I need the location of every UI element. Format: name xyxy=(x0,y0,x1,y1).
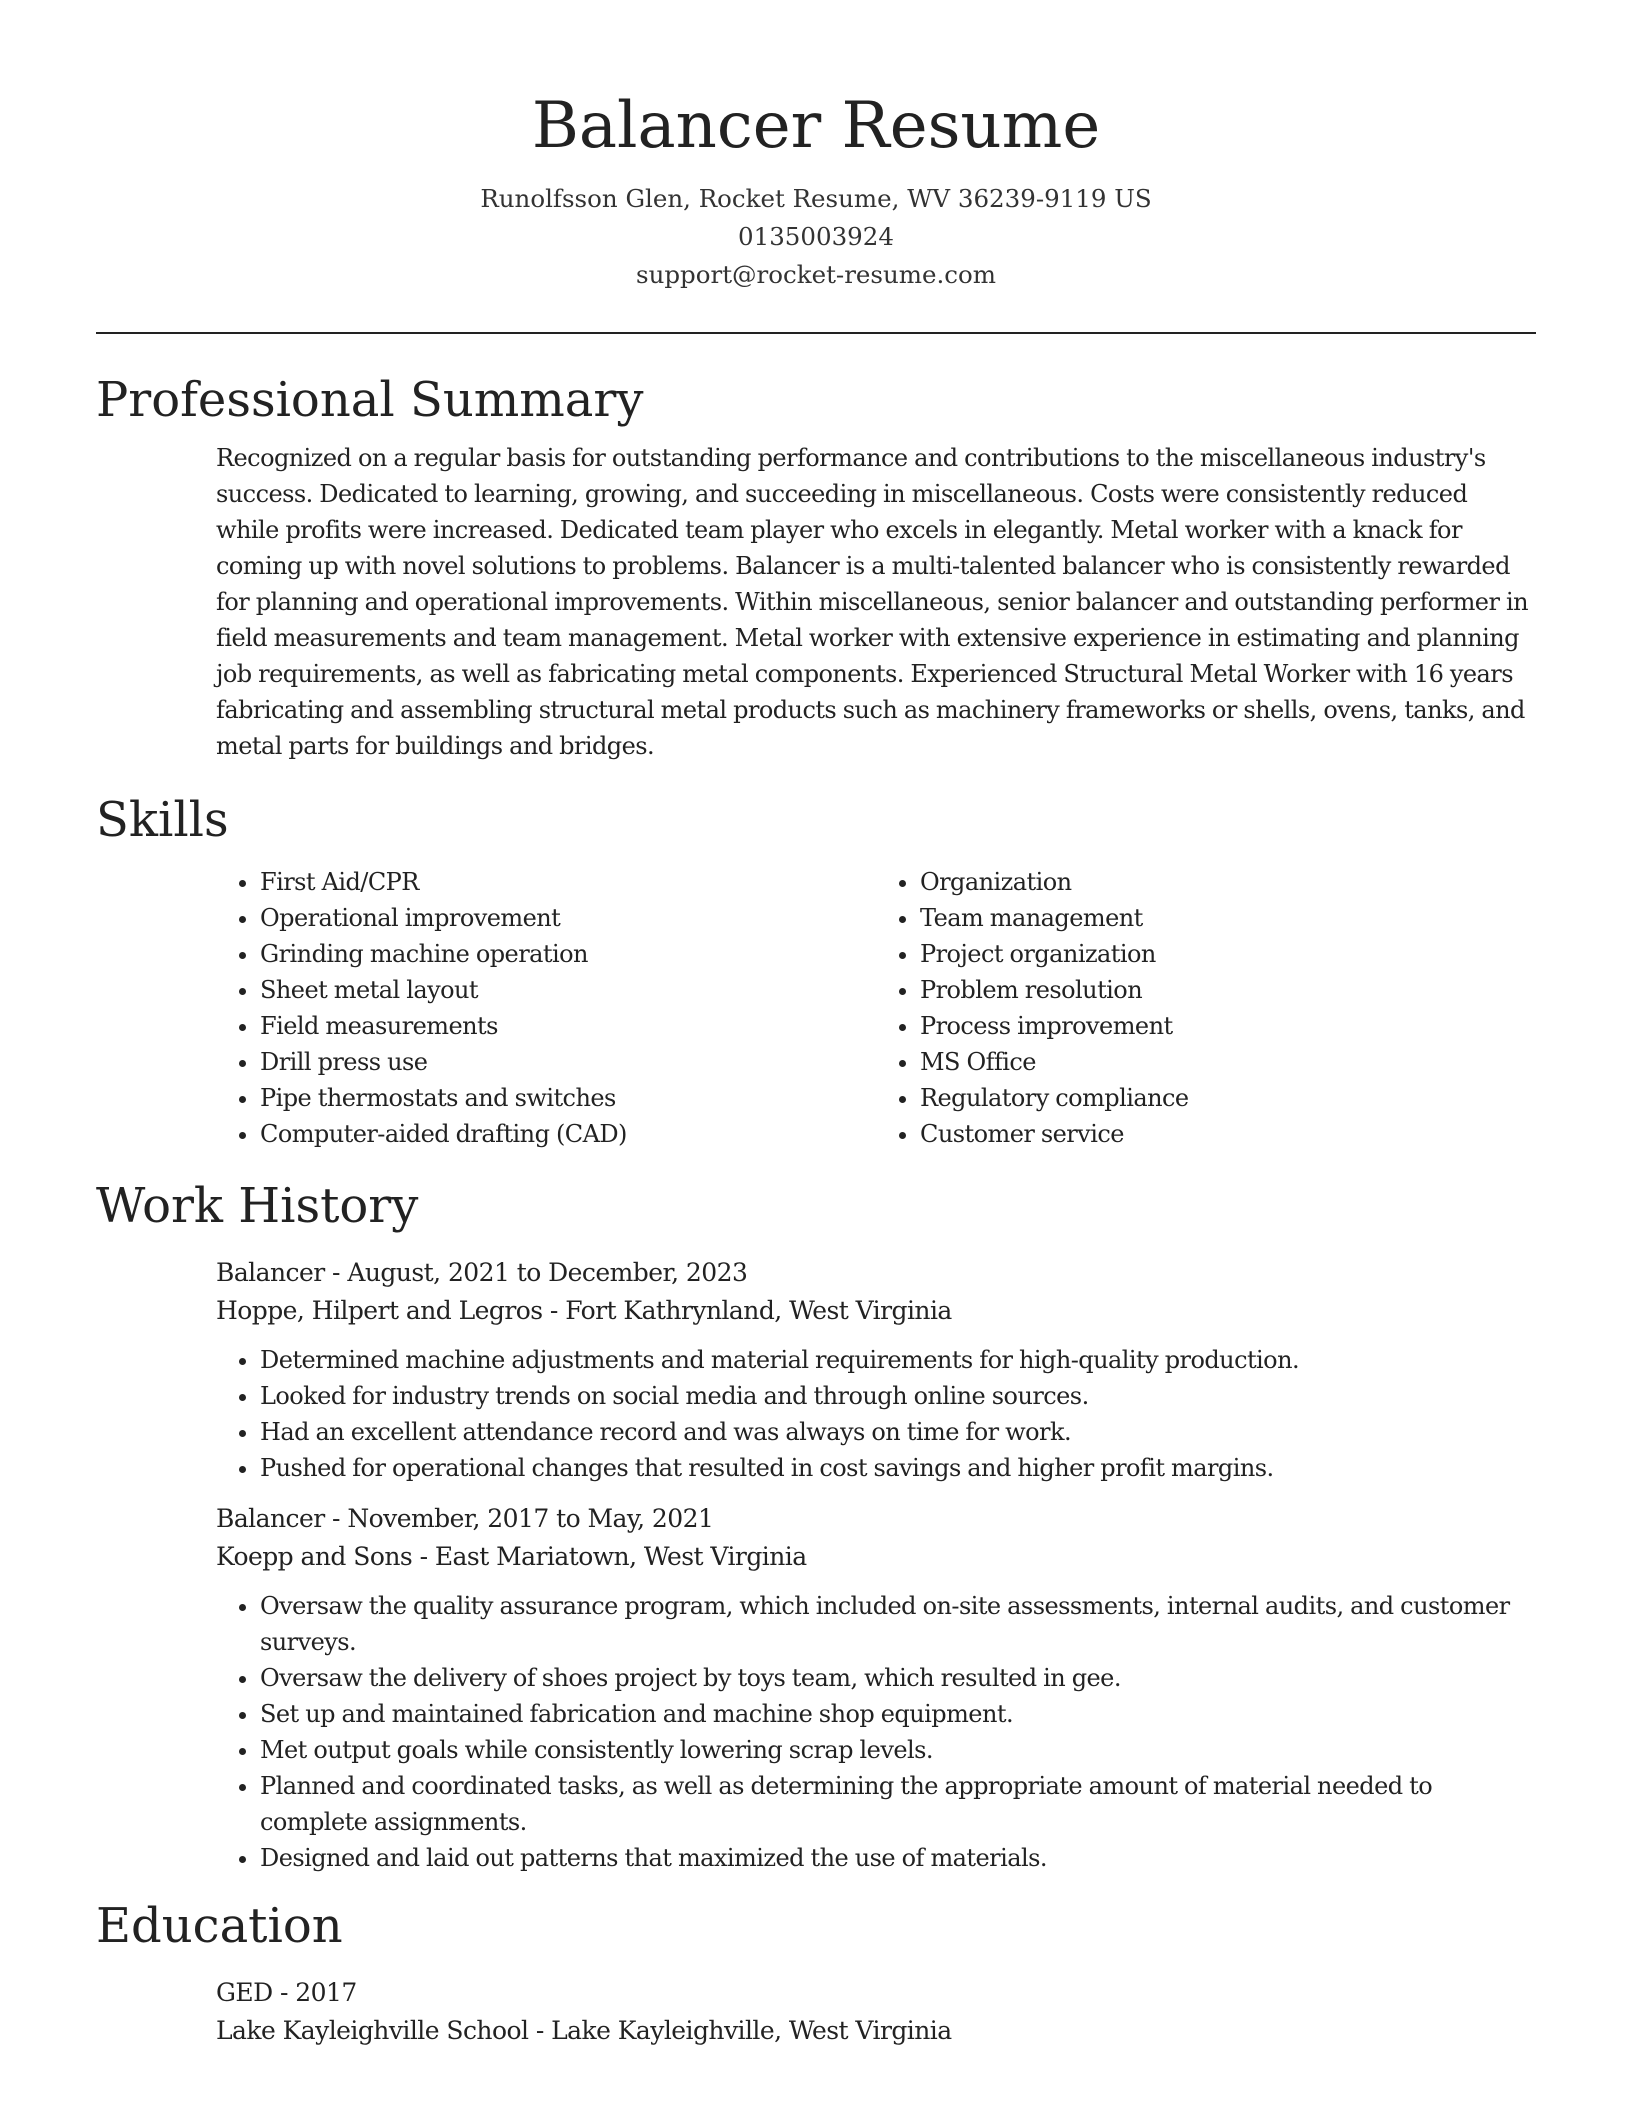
job-duty: • Planned and coordinated tasks, as well as determining the appropriate amount of material needed to complete assignments. xyxy=(260,1768,1536,1840)
summary-text: Recognized on a regular basis for outstanding performance and contributions to the miscellaneous industry's success. Dedicated to learning, growing, and succeeding in miscellaneous. Costs were consistently reduced while profits were increased. Dedicated team player who excels in elegantly. Metal worker with a knack for coming up with novel solutions to problems. Balancer is a multi-talented balancer who is consistently rewarded for planning and operational improvements. Within miscellaneous, senior balancer and outstanding performer in field measurements and team management. Metal worker with extensive experience in estimating and planning job requirements, as well as fabricating metal components. Experienced Structural Metal Worker with 16 years fabricating and assembling structural metal products such as machinery frameworks or shells, ovens, tanks, and metal parts for buildings and bridges. xyxy=(216,444,1528,760)
section-title-skills: Skills xyxy=(96,792,229,848)
skill-item: • Computer-aided drafting (CAD) xyxy=(260,1116,876,1152)
skill-item: • Sheet metal layout xyxy=(260,972,876,1008)
job-title-dates: Balancer - August, 2021 to December, 2023 xyxy=(216,1258,748,1287)
section-title-work-history: Work History xyxy=(96,1178,419,1234)
skill-item: • Operational improvement xyxy=(260,900,876,936)
address: Runolfsson Glen, Rocket Resume, WV 36239-9119 US xyxy=(480,184,1152,213)
job-duty: • Designed and laid out patterns that maximized the use of materials. xyxy=(260,1840,1536,1876)
skill-item: • First Aid/CPR xyxy=(260,864,876,900)
header-divider xyxy=(96,332,1536,334)
education-degree-year: GED - 2017 xyxy=(216,1978,357,2007)
job-entry xyxy=(216,1254,1536,1486)
job-duty: • Pushed for operational changes that resulted in cost savings and higher profit margins. xyxy=(260,1450,1536,1486)
job-company-location: Koepp and Sons - East Mariatown, West Virginia xyxy=(216,1542,807,1571)
job-duties-list xyxy=(216,1342,1536,1486)
skill-item: • Field measurements xyxy=(260,1008,876,1044)
skill-item: • Project organization xyxy=(920,936,1536,972)
email-address[interactable]: support@rocket-resume.com xyxy=(636,260,996,289)
skill-item: • Problem resolution xyxy=(920,972,1536,1008)
job-duty: • Looked for industry trends on social media and through online sources. xyxy=(260,1378,1536,1414)
job-title-dates: Balancer - November, 2017 to May, 2021 xyxy=(216,1504,714,1533)
job-duty: • Set up and maintained fabrication and machine shop equipment. xyxy=(260,1696,1536,1732)
job-duty: • Had an excellent attendance record and was always on time for work. xyxy=(260,1414,1536,1450)
job-company-location: Hoppe, Hilpert and Legros - Fort Kathrynland, West Virginia xyxy=(216,1296,952,1325)
skills-section xyxy=(216,864,1536,1152)
work-history-section xyxy=(216,1254,1536,1876)
phone-number: 0135003924 xyxy=(738,222,894,251)
skill-item: • Team management xyxy=(920,900,1536,936)
job-duty: • Determined machine adjustments and material requirements for high-quality production. xyxy=(260,1342,1536,1378)
skill-item: • Regulatory compliance xyxy=(920,1080,1536,1116)
job-duty: • Oversaw the quality assurance program, which included on-site assessments, internal audits, and customer surveys. xyxy=(260,1588,1536,1660)
skill-item: • Organization xyxy=(920,864,1536,900)
skill-item: • Pipe thermostats and switches xyxy=(260,1080,876,1116)
skill-item: • Grinding machine operation xyxy=(260,936,876,972)
job-duties-list xyxy=(216,1588,1536,1876)
skill-item: • Drill press use xyxy=(260,1044,876,1080)
job-entry xyxy=(216,1500,1536,1876)
skill-item: • MS Office xyxy=(920,1044,1536,1080)
resume-title: Balancer Resume xyxy=(531,89,1101,163)
skill-item: • Process improvement xyxy=(920,1008,1536,1044)
job-duty: • Oversaw the delivery of shoes project by toys team, which resulted in gee. xyxy=(260,1660,1536,1696)
resume-header xyxy=(96,0,1536,294)
education-section xyxy=(216,1974,1536,2050)
section-title-summary: Professional Summary xyxy=(96,372,644,428)
section-title-education: Education xyxy=(96,1898,343,1954)
resume-page xyxy=(96,0,1536,2050)
skills-list-right xyxy=(876,864,1536,1152)
skills-list-left xyxy=(216,864,876,1152)
education-school-location: Lake Kayleighville School - Lake Kayleighville, West Virginia xyxy=(216,2016,952,2045)
summary-section xyxy=(216,440,1536,764)
skill-item: • Customer service xyxy=(920,1116,1536,1152)
job-duty: • Met output goals while consistently lowering scrap levels. xyxy=(260,1732,1536,1768)
